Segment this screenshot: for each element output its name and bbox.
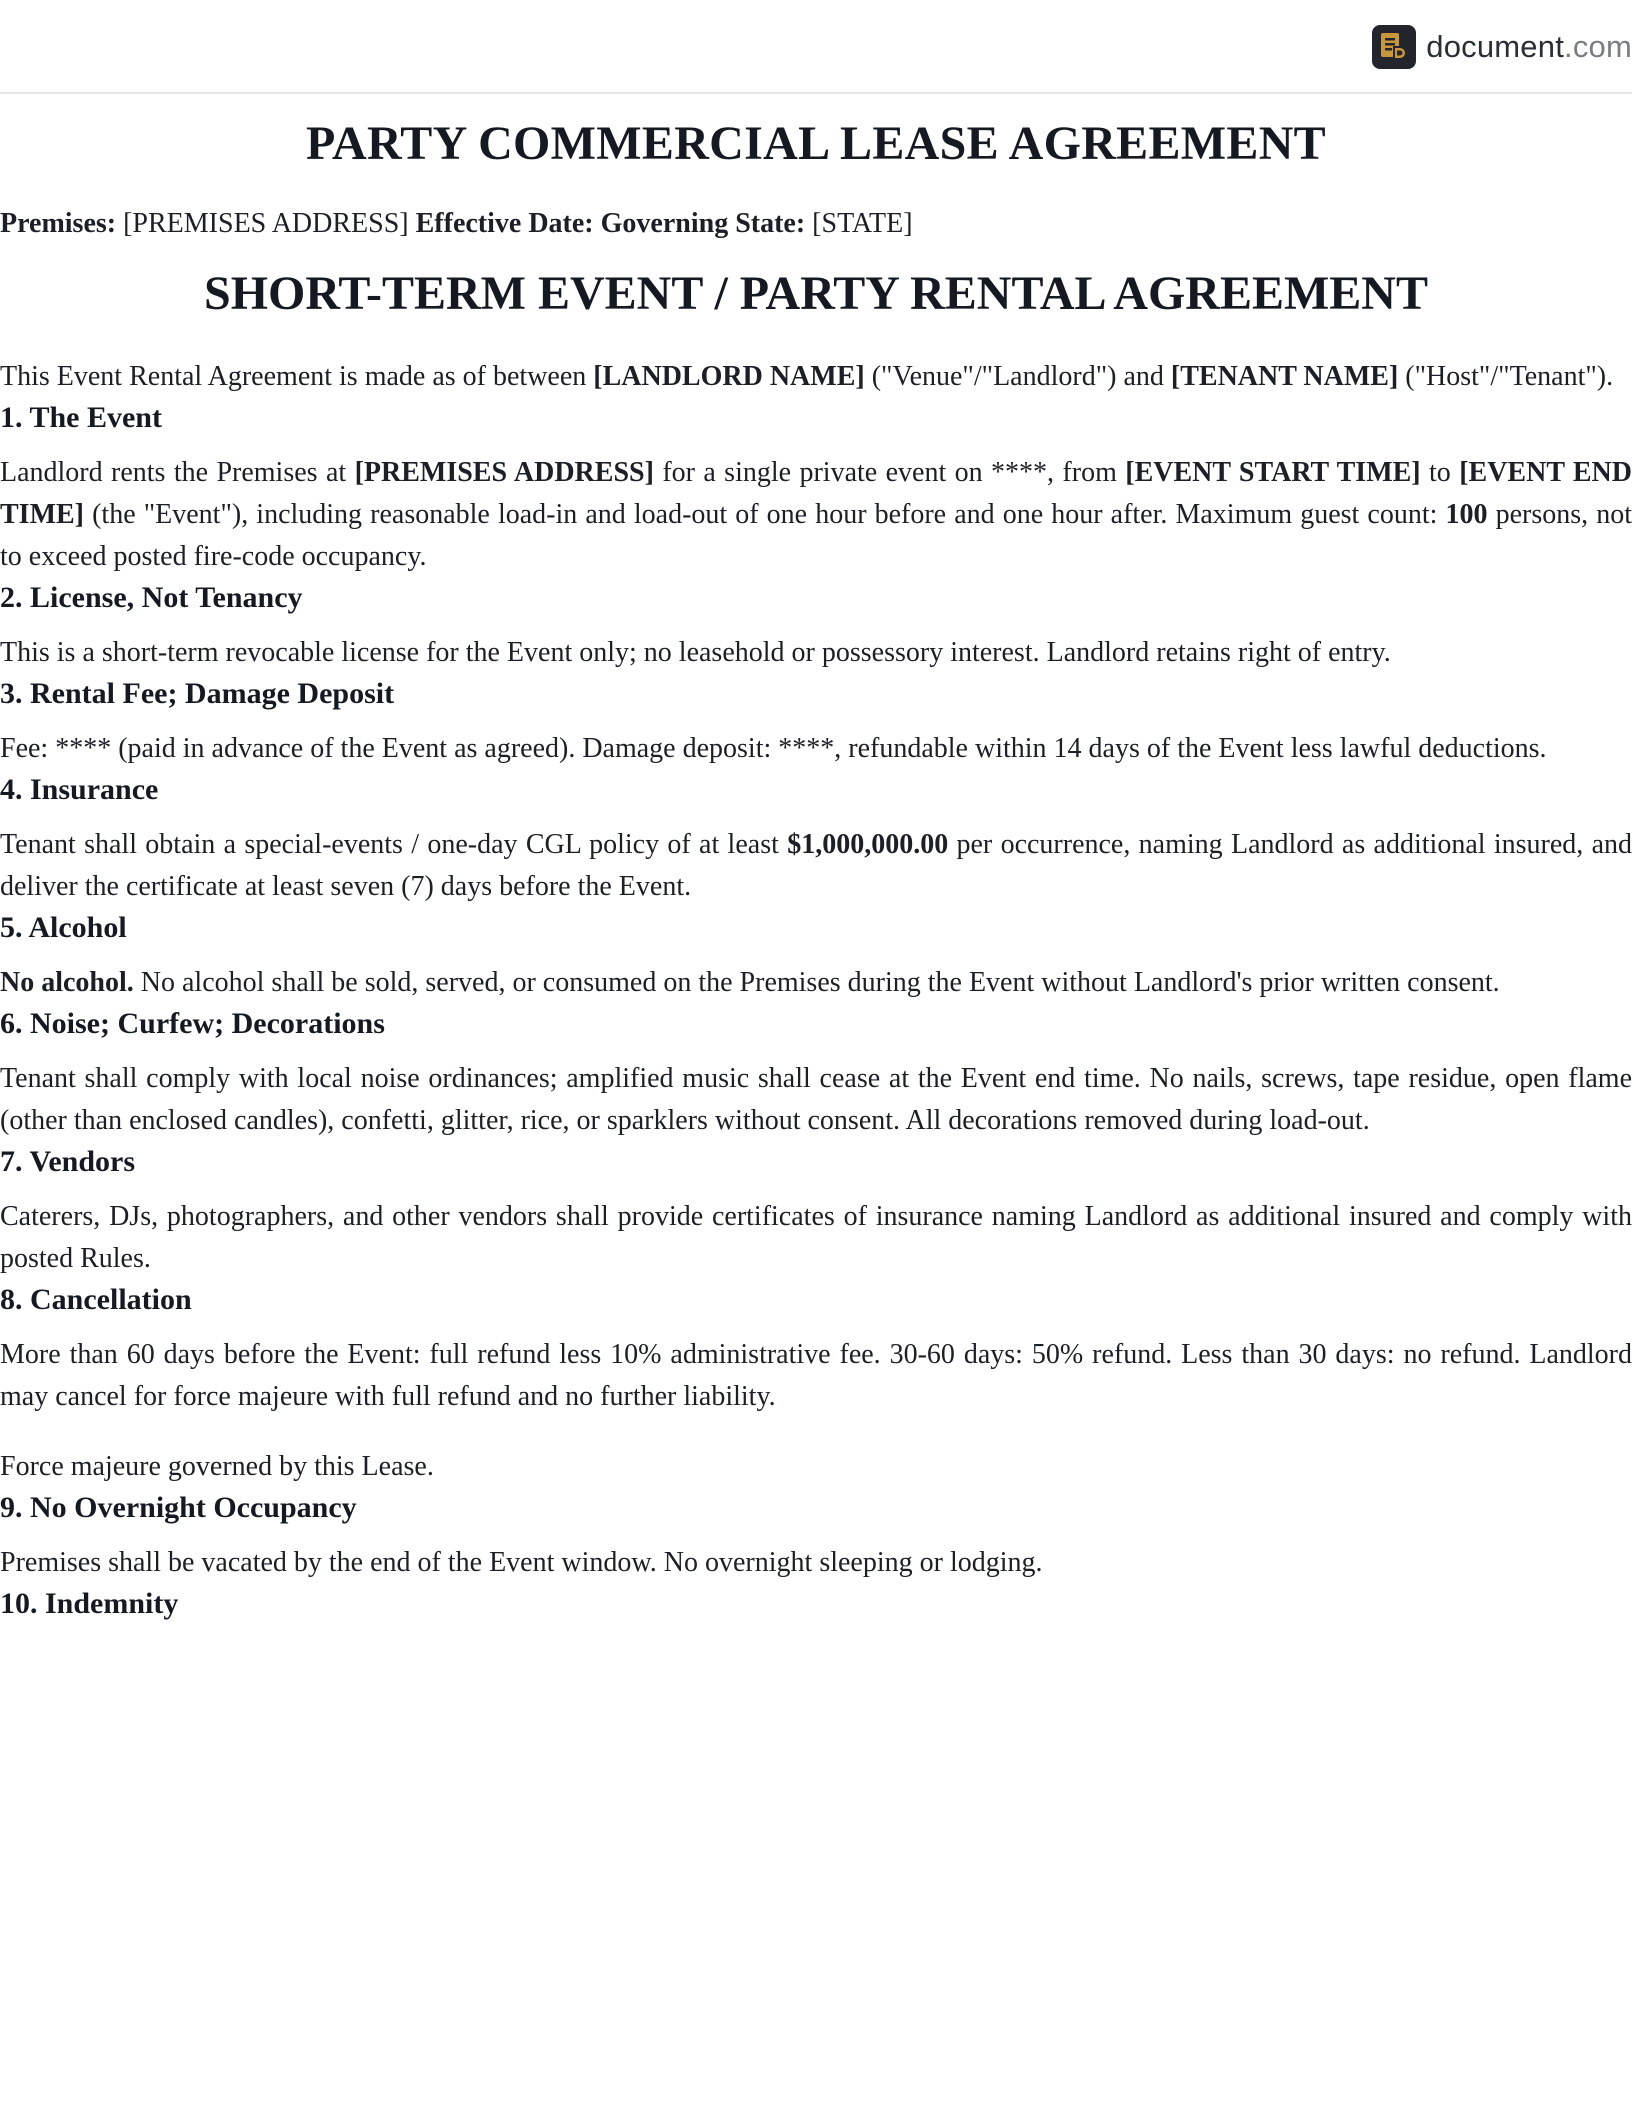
section-body-rental-fee: Fee: **** (paid in advance of the Event as agreed). Damage deposit: ****, refundable within 14 days of the Event less lawful deductions. xyxy=(0,733,1547,764)
section-heading-event: 1. The Event xyxy=(0,401,162,434)
section-body-insurance: Tenant shall obtain a special-events / one-day CGL policy of at least $1,000,000.00 per occurrence, naming Landlord as additional insured, and deliver the certificate at least seven (7) days before the Event. xyxy=(0,829,1632,902)
section-heading-insurance: 4. Insurance xyxy=(0,773,159,806)
intro-paragraph: This Event Rental Agreement is made as of between [LANDLORD NAME] ("Venue"/"Landlord") and [TENANT NAME] ("Host"/"Tenant"). xyxy=(0,361,1614,392)
landlord-name: [LANDLORD NAME] xyxy=(593,361,865,392)
section-heading-alcohol: 5. Alcohol xyxy=(0,911,127,944)
document-body xyxy=(0,92,1632,1624)
section-heading-rental-fee: 3. Rental Fee; Damage Deposit xyxy=(0,677,395,710)
governing-state-value: [STATE] xyxy=(812,208,913,239)
section-heading-noise: 6. Noise; Curfew; Decorations xyxy=(0,1007,385,1040)
section-heading-vendors: 7. Vendors xyxy=(0,1145,136,1178)
effective-date-label: Effective Date: xyxy=(415,208,594,239)
section-body-vendors: Caterers, DJs, photographers, and other vendors shall provide certificates of insurance naming Landlord as additional insured and comply with posted Rules. xyxy=(0,1201,1632,1274)
governing-state-label: Governing State: xyxy=(600,208,806,239)
section-heading-overnight: 9. No Overnight Occupancy xyxy=(0,1491,357,1524)
section-body-license: This is a short-term revocable license for the Event only; no leasehold or possessory interest. Landlord retains right of entry. xyxy=(0,637,1391,668)
section-heading-cancellation: 8. Cancellation xyxy=(0,1283,192,1316)
section-body-alcohol: No alcohol. No alcohol shall be sold, served, or consumed on the Premises during the Event without Landlord's prior written consent. xyxy=(0,967,1500,998)
section-heading-license: 2. License, Not Tenancy xyxy=(0,581,303,614)
premises-value: [PREMISES ADDRESS] xyxy=(123,208,409,239)
section-heading-indemnity: 10. Indemnity xyxy=(0,1587,179,1620)
premises-label: Premises: xyxy=(0,208,117,239)
tenant-name: [TENANT NAME] xyxy=(1170,361,1399,392)
section-body-force-majeure: Force majeure governed by this Lease. xyxy=(0,1451,434,1482)
document-title: PARTY COMMERCIAL LEASE AGREEMENT xyxy=(305,117,1326,170)
header-bar xyxy=(0,0,1632,94)
brand-logo[interactable] xyxy=(1372,24,1632,70)
agreement-subtitle: SHORT-TERM EVENT / PARTY RENTAL AGREEMENT xyxy=(204,267,1428,320)
section-body-cancellation: More than 60 days before the Event: full refund less 10% administrative fee. 30-60 days: 50% refund. Less than 30 days: no refund. Landlord may cancel for force majeure with full refund and no further liability. xyxy=(0,1339,1632,1412)
section-body-overnight: Premises shall be vacated by the end of the Event window. No overnight sleeping or lodging. xyxy=(0,1547,1043,1578)
section-body-event: Landlord rents the Premises at [PREMISES ADDRESS] for a single private event on ****, from [EVENT START TIME] to [EVENT END TIME] (the "Event"), including reasonable load-in and load-out of one hour before and one hour after. Maximum guest count: 100 persons, not to exceed posted fire-code occupancy. xyxy=(0,457,1632,572)
document-logo-icon xyxy=(1372,25,1416,69)
meta-line xyxy=(0,204,1632,244)
section-body-noise: Tenant shall comply with local noise ordinances; amplified music shall cease at the Event end time. No nails, screws, tape residue, open flame (other than enclosed candles), confetti, glitter, rice, or sparklers without consent. All decorations removed during load-out. xyxy=(0,1063,1632,1136)
brand-name: document.com xyxy=(1426,29,1632,64)
